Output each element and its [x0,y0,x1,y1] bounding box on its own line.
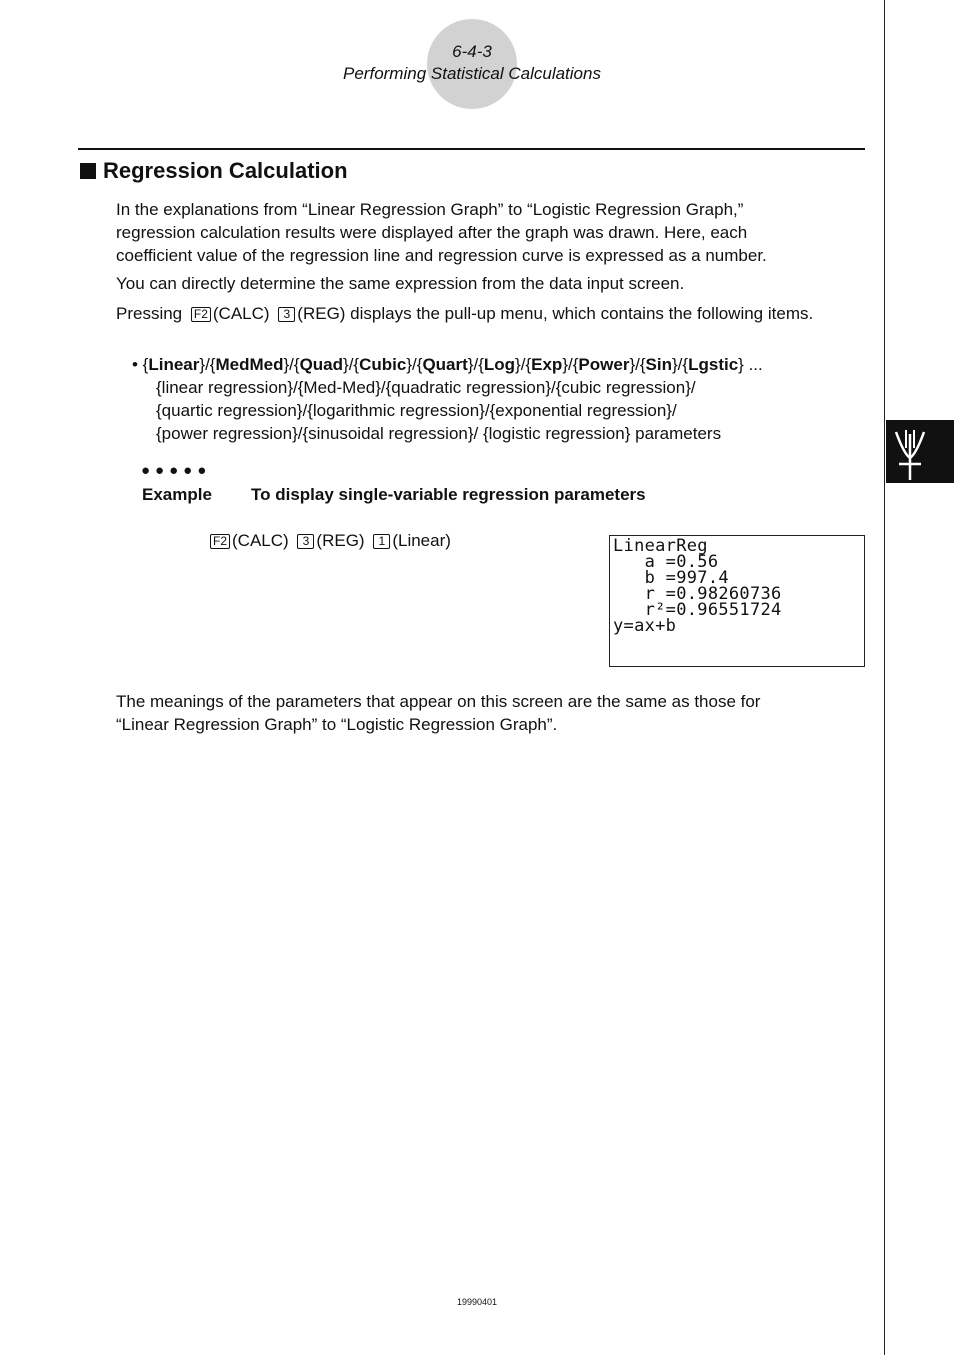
right-margin-rule [884,0,885,1355]
section-rule [78,148,865,150]
pressing-paragraph [116,302,813,325]
menu-items-line: • {Linear}/{MedMed}/{Quad}/{Cubic}/{Quart}/{Log}/{Exp}/{Power}/{Sin}/{Lgstic} ... [132,355,763,374]
example-dots: ●●●●● [141,462,212,479]
menu-item-medmed: MedMed [215,355,284,374]
chapter-tab [886,420,954,483]
menu-desc-2: {quartic regression}/{logarithmic regression}/{exponential regression}/ [156,401,677,420]
calc-text: (CALC) [212,304,270,323]
f2-key-icon: F2 [191,307,211,322]
intro-line-3: coefficient value of the regression line and regression curve is expressed as a number. [116,246,767,265]
calculator-screen [609,535,865,667]
menu-item-linear: Linear [148,355,200,374]
reg-text: (REG) displays the pull-up menu, which contains the following items. [297,304,814,323]
square-bullet-icon [80,163,96,179]
menu-desc-3: {power regression}/{sinusoidal regression}/ {logistic regression} parameters [156,424,722,443]
conclusion-line-2: “Linear Regression Graph” to “Logistic Regression Graph”. [116,715,558,734]
intro-line-2: regression calculation results were displayed after the graph was drawn. Here, each [116,223,748,242]
menu-item-lgstic: Lgstic [688,355,739,374]
menu-item-sin: Sin [645,355,672,374]
screen-line-3: b =997.4 [613,568,729,588]
menu-item-cubic: Cubic [359,355,407,374]
example-label: Example [142,485,212,504]
section-heading [80,158,348,184]
stat-graph-icon [890,424,930,480]
intro-paragraph [116,198,767,267]
key-1-icon: 1 [373,534,390,549]
data-input-paragraph: You can directly determine the same expression from the data input screen. [116,274,685,293]
page-subtitle: Performing Statistical Calculations [343,64,601,83]
screen-line-1: LinearReg [613,536,708,556]
key-3-icon: 3 [278,307,295,322]
conclusion-line-1: The meanings of the parameters that appear on this screen are the same as those for [116,692,761,711]
intro-line-1: In the explanations from “Linear Regression Graph” to “Logistic Regression Graph,” [116,200,744,219]
page-number: 6-4-3 [452,42,492,61]
screen-line-2: a =0.56 [613,552,719,572]
menu-item-quad: Quad [299,355,344,374]
reg-text: (REG) [316,531,365,550]
example-key-sequence [206,531,451,551]
pressing-text: Pressing [116,304,183,323]
screen-line-5: r²=0.96551724 [613,600,782,620]
f2-key-icon: F2 [210,534,230,549]
menu-item-log: Log [483,355,516,374]
calc-text: (CALC) [232,531,289,550]
key-3-icon: 3 [297,534,314,549]
menu-item-exp: Exp [531,355,563,374]
example-description: To display single-variable regression parameters [251,485,646,504]
linear-text: (Linear) [392,531,451,550]
menu-item-power: Power [578,355,630,374]
menu-descriptions [156,376,721,445]
menu-item-quart: Quart [422,355,468,374]
section-title: Regression Calculation [103,158,348,183]
conclusion-paragraph [116,690,760,736]
screen-line-4: r =0.98260736 [613,584,782,604]
screen-line-6: y=ax+b [613,616,677,636]
menu-ellipsis: ... [748,355,763,374]
footer-code: 19990401 [456,1297,498,1307]
menu-desc-1: {linear regression}/{Med-Med}/{quadratic regression}/{cubic regression}/ [156,378,696,397]
